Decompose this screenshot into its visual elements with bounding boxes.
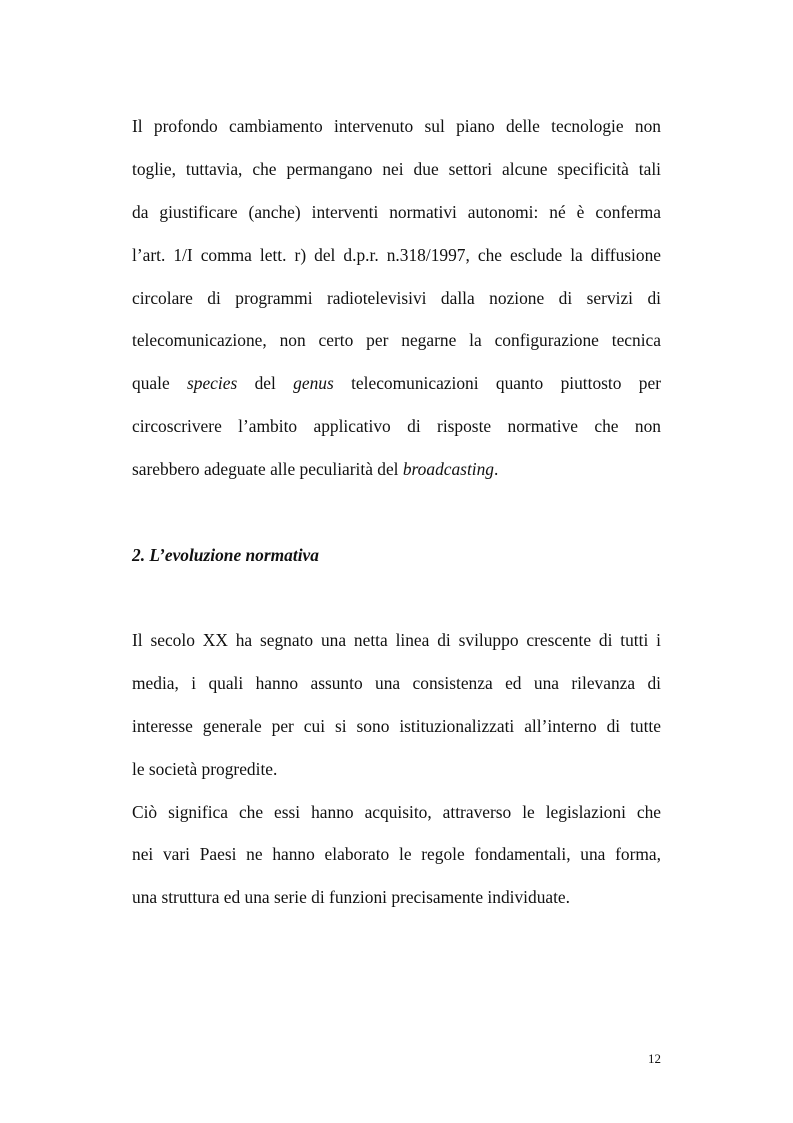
text-segment: sarebbero adeguate alle peculiarità del <box>132 459 403 480</box>
italic-term-broadcasting: broadcasting <box>402 459 494 480</box>
paragraph-telecommunications <box>132 105 661 491</box>
text-line-last: le società progredite. <box>132 758 278 779</box>
text-line: nei vari Paesi ne hanno elaborato le regole fondamentali, una forma, <box>132 844 661 865</box>
page-number: 12 <box>648 1051 661 1066</box>
italic-term-genus: genus <box>293 373 334 394</box>
text-line: interesse generale per cui si sono istituzionalizzati all’interno di tutte <box>132 715 661 736</box>
text-segment: . <box>494 459 499 480</box>
text-line: Il profondo cambiamento intervenuto sul piano delle tecnologie non <box>132 116 661 136</box>
text-line: circolare di programmi radiotelevisivi dalla nozione di servizi di <box>132 287 661 308</box>
text-line: circoscrivere l’ambito applicativo di risposte normative che non <box>132 416 661 437</box>
text-line: Ciò significa che essi hanno acquisito, attraverso le legislazioni che <box>132 801 661 822</box>
text-line-species-genus <box>132 362 661 405</box>
text-line: toglie, tuttavia, che permangano nei due settori alcune specificità tali <box>132 158 661 179</box>
text-line: media, i quali hanno assunto una consistenza ed una rilevanza di <box>132 672 661 693</box>
text-line-last: una struttura ed una serie di funzioni precisamente individuate. <box>132 887 571 908</box>
text-segment: del <box>237 373 294 394</box>
text-line: telecomunicazione, non certo per negarne la configurazione tecnica <box>132 330 661 351</box>
text-segment: telecomunicazioni quanto piuttosto per <box>333 373 661 394</box>
paragraph-media-development <box>132 619 661 919</box>
section-heading: 2. L’evoluzione normativa <box>132 545 319 565</box>
text-line-last <box>132 448 661 491</box>
text-line: Il secolo XX ha segnato una netta linea di sviluppo crescente di tutti i <box>132 630 661 650</box>
text-line: da giustificare (anche) interventi normativi autonomi: né è conferma <box>132 201 661 222</box>
text-line: l’art. 1/I comma lett. r) del d.p.r. n.318/1997, che esclude la diffusione <box>132 244 661 265</box>
italic-term-species: species <box>187 373 238 394</box>
text-segment: quale <box>132 373 187 394</box>
